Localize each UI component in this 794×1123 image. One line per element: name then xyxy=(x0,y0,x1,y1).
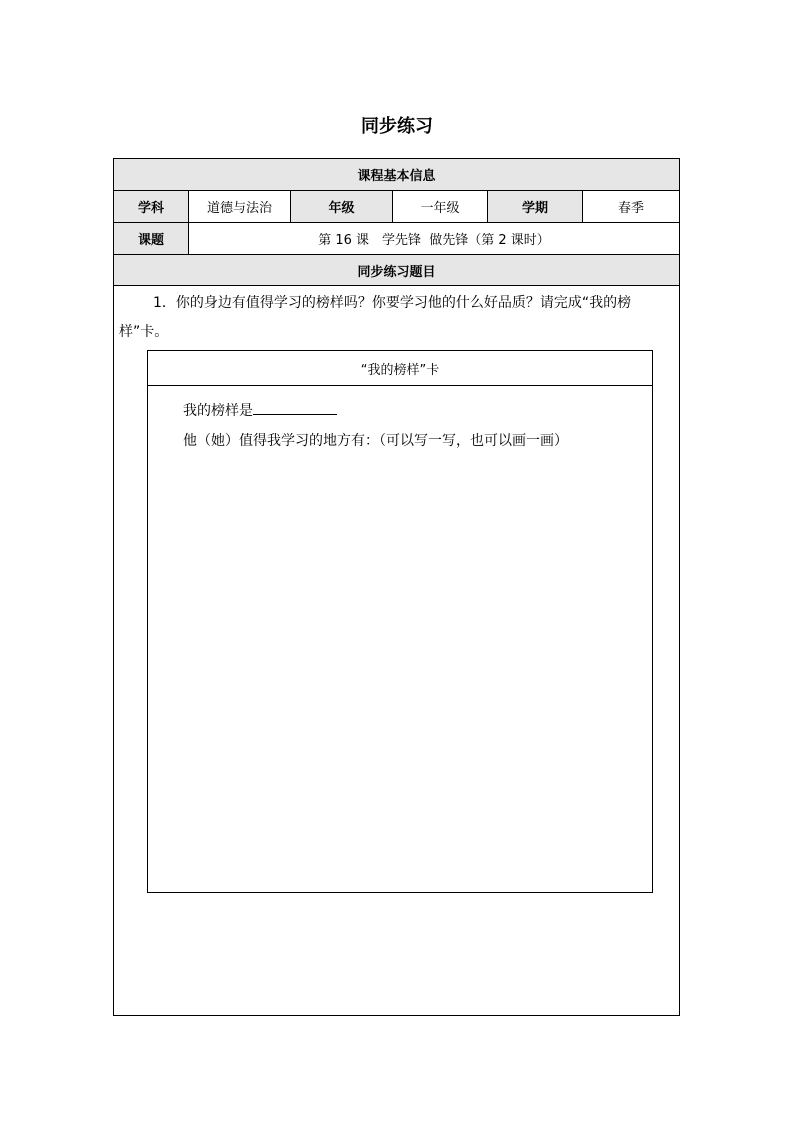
topic-row xyxy=(114,223,679,255)
role-model-card xyxy=(147,350,653,893)
term-value: 春季 xyxy=(617,201,644,216)
page-title: 同步练习 xyxy=(361,116,433,137)
course-info-header: 课程基本信息 xyxy=(357,169,436,184)
exercise-section-header: 同步练习题目 xyxy=(357,264,436,280)
role-model-prompt: 我的榜样是 xyxy=(183,403,253,419)
subject-value: 道德与法治 xyxy=(189,191,291,222)
topic-label: 课题 xyxy=(114,223,189,254)
table-header-row xyxy=(114,159,679,191)
question-1: 1．你的身边有值得学习的榜样吗？你要学习他的什么好品质？请完成“我的榜样”卡。 xyxy=(119,295,632,340)
info-row xyxy=(114,191,679,223)
grade-value: 一年级 xyxy=(393,191,488,222)
card-qualities-line: 他（她）值得我学习的地方有：（可以写一写，也可以画一画） xyxy=(183,433,568,449)
grade-label: 年级 xyxy=(291,191,393,222)
subject-label: 学科 xyxy=(114,191,189,222)
role-model-blank[interactable] xyxy=(253,399,337,415)
lesson-table xyxy=(113,158,680,1016)
topic-value: 第 16 课 学先锋 做先锋（第 2 课时） xyxy=(318,233,550,248)
term-label: 学期 xyxy=(488,191,583,222)
card-role-model-line xyxy=(183,399,337,421)
card-title: “我的榜样”卡 xyxy=(148,351,652,386)
section-header-row xyxy=(114,255,679,286)
drawing-area[interactable] xyxy=(158,461,642,882)
